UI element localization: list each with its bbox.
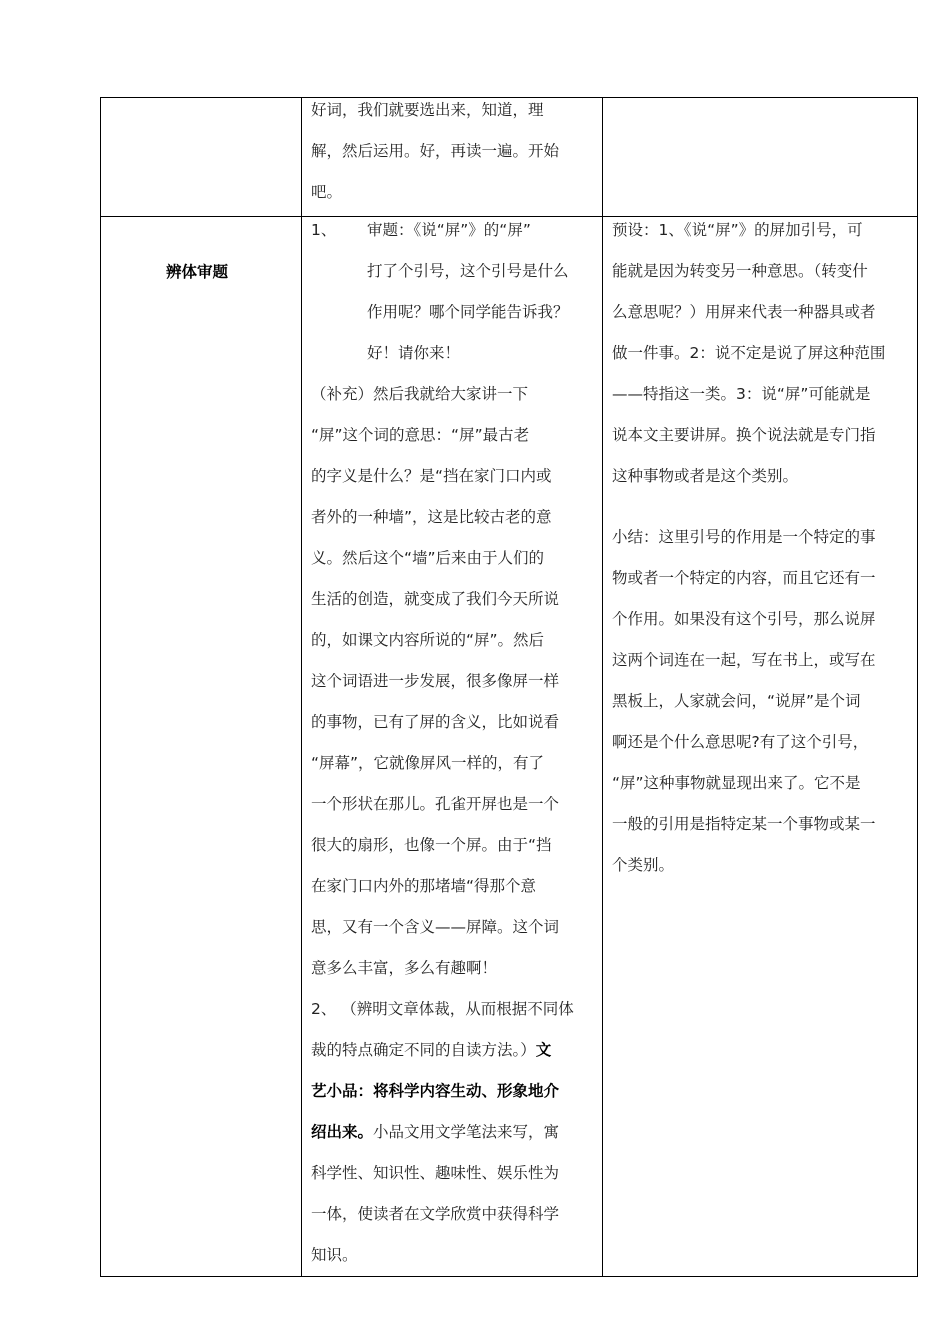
row-label-bianti-shenti: 辨体审题 bbox=[166, 263, 229, 281]
item1-line: 打了个引号，这个引号是什么 bbox=[367, 262, 569, 280]
summary-line: 小结：这里引号的作用是一个特定的事 bbox=[612, 528, 876, 546]
table-border-right bbox=[917, 97, 918, 1277]
summary-line: 这两个词连在一起，写在书上，或写在 bbox=[612, 651, 876, 669]
supplement-line: 者外的一种墙”，这是比较古老的意 bbox=[311, 508, 552, 526]
supplement-line: 的事物，已有了屏的含义，比如说看 bbox=[311, 713, 560, 731]
item1-text: 审题：《说“屏”》的“屏” bbox=[367, 221, 531, 239]
item2-line: 科学性、知识性、趣味性、娱乐性为 bbox=[311, 1164, 560, 1182]
supplement-line: 的，如课文内容所说的“屏”。然后 bbox=[311, 631, 545, 649]
preset-line: ——特指这一类。3：说“屏”可能就是 bbox=[612, 385, 871, 403]
supplement-line: “屏”这个词的意思：“屏”最古老 bbox=[311, 426, 530, 444]
item2-line: 2、 （辨明文章体裁，从而根据不同体 bbox=[311, 1000, 574, 1018]
supplement-line: 这个词语进一步发展，很多像屏一样 bbox=[311, 672, 560, 690]
supplement-line: 在家门口内外的那堵墙“得那个意 bbox=[311, 877, 537, 895]
summary-line: 个作用。如果没有这个引号，那么说屏 bbox=[612, 610, 876, 628]
preset-line: 这种事物或者是这个类别。 bbox=[612, 467, 799, 485]
supplement-line: 很大的扇形，也像一个屏。由于“挡 bbox=[311, 836, 552, 854]
item2-text: 小品文用文学笔法来写，寓 bbox=[373, 1123, 560, 1141]
item2-line: 知识。 bbox=[311, 1246, 358, 1264]
row2-col2-text bbox=[311, 210, 596, 1276]
summary-line: 啊还是个什么意思呢?有了这个引号， bbox=[612, 733, 869, 751]
supplement-line: 思，又有一个含义——屏障。这个词 bbox=[311, 918, 560, 936]
column-divider-2 bbox=[602, 97, 603, 1277]
preset-line: 做一件事。2：说不定是说了屏这种范围 bbox=[612, 344, 886, 362]
supplement-line: 义。然后这个“墙”后来由于人们的 bbox=[311, 549, 545, 567]
supplement-line: （补充）然后我就给大家讲一下 bbox=[311, 385, 529, 403]
supplement-line: 一个形状在那儿。孔雀开屏也是一个 bbox=[311, 795, 560, 813]
preset-line: 说本文主要讲屏。换个说法就是专门指 bbox=[612, 426, 876, 444]
item2-line bbox=[311, 1112, 596, 1153]
summary-line: 个类别。 bbox=[612, 856, 675, 874]
summary-block bbox=[612, 517, 912, 886]
lesson-table bbox=[100, 97, 918, 1277]
text-line: 解，然后运用。好，再读一遍。开始 bbox=[311, 142, 560, 160]
table-border-left bbox=[100, 97, 101, 1277]
column-divider-1 bbox=[301, 97, 302, 1277]
row2-col3-text bbox=[612, 210, 912, 886]
item2-bold-text: 文 bbox=[535, 1041, 552, 1059]
text-line: 好词，我们就要选出来，知道，理 bbox=[311, 101, 544, 119]
supplement-line: 生活的创造，就变成了我们今天所说 bbox=[311, 590, 560, 608]
item2-text: 裁的特点确定不同的自读方法。） bbox=[311, 1041, 536, 1059]
supplement-line: 意多么丰富，多么有趣啊！ bbox=[311, 959, 498, 977]
summary-line: 物或者一个特定的内容，而且它还有一 bbox=[612, 569, 876, 587]
item2-line bbox=[311, 1030, 596, 1071]
item1-number: 1、 bbox=[311, 221, 337, 239]
item2-line: 一体，使读者在文学欣赏中获得科学 bbox=[311, 1205, 560, 1223]
summary-line: “屏”这种事物就显现出来了。它不是 bbox=[612, 774, 861, 792]
row1-col2-text bbox=[311, 90, 596, 213]
item1-line: 作用呢？哪个同学能告诉我？ bbox=[367, 303, 569, 321]
text-line: 吧。 bbox=[311, 183, 343, 201]
item1-line: 好！请你来！ bbox=[367, 344, 461, 362]
item1-line bbox=[311, 210, 596, 251]
summary-line: 黑板上，人家就会问，“说屏”是个词 bbox=[612, 692, 861, 710]
summary-line: 一般的引用是指特定某一个事物或某一 bbox=[612, 815, 876, 833]
preset-line: 么意思呢？）用屏来代表一种器具或者 bbox=[612, 303, 876, 321]
item2-bold-line: 艺小品：将科学内容生动、形象地介 bbox=[311, 1082, 560, 1100]
supplement-line: “屏幕”，它就像屏风一样的，有了 bbox=[311, 754, 545, 772]
item2-bold-text: 绍出来。 bbox=[311, 1123, 374, 1141]
table-border-bottom bbox=[100, 1276, 918, 1277]
preset-line: 预设：1、《说“屏”》的屏加引号，可 bbox=[612, 221, 863, 239]
supplement-line: 的字义是什么？是“挡在家门口内或 bbox=[311, 467, 552, 485]
preset-line: 能就是因为转变另一种意思。（转变什 bbox=[612, 262, 868, 280]
